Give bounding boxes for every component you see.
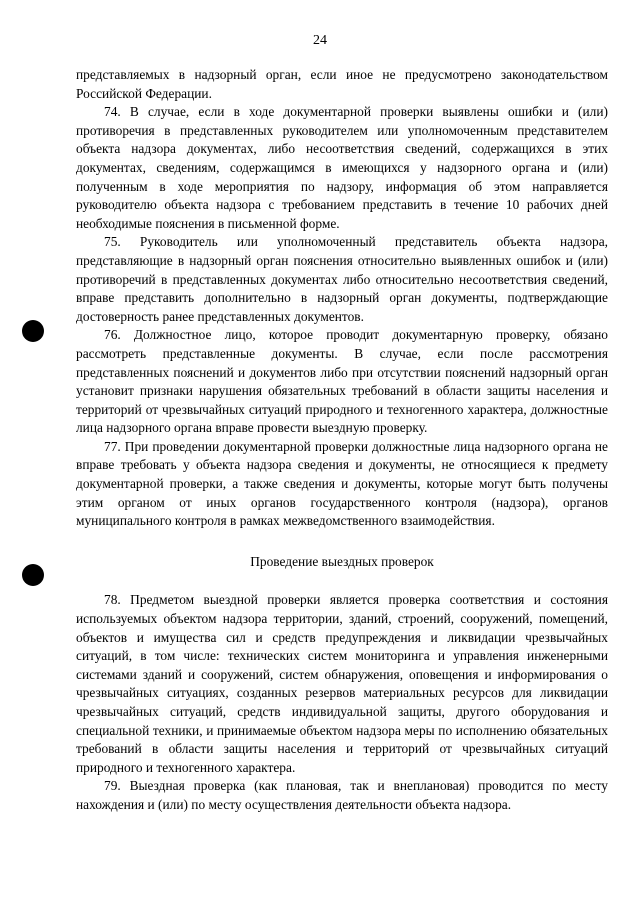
paragraph-78: 78. Предметом выездной проверки является проверка соответствия и состояния используемых объектом надзора территории, зданий, строений, сооружений, помещений, объектов и имущества сил и средств предупреждения и ликвидации чрезвычайных ситуаций, в том числе: технических систем мониторинга и управления инженерными системами зданий и сооружений, систем обнаружения, оповещения и информирования о чрезвычайных ситуациях, созданных резервов материальных ресурсов для ликвидации чрезвычайных ситуаций, средств индивидуальной защиты, другого оборудования и специальной техники, и принимаемые объектом надзора меры по исполнению обязательных требований в области защиты населения и территорий от чрезвычайных ситуаций природного и техногенного характера.: [76, 592, 608, 775]
paragraph-76: 76. Должностное лицо, которое проводит документарную проверку, обязано рассмотреть представленные документы. В случае, если после рассмотрения представленных пояснений и документов либо при отсутствии пояснений надзорный орган установит признаки нарушения обязательных требований в области защиты населения и территорий от чрезвычайных ситуаций природного и техногенного характера, должностные лица надзорного органа вправе провести выездную проверку.: [76, 327, 608, 436]
punch-hole-mark: [22, 320, 44, 342]
document-body: [76, 66, 608, 815]
section-heading: Проведение выездных проверок: [250, 553, 434, 569]
paragraph-74: 74. В случае, если в ходе документарной проверки выявлены ошибки и (или) противоречия в представленных руководителем или уполномоченным представителем объекта надзора документах, либо несоответствия сведений, содержащихся в этих документах, сведениям, содержащимся в имеющихся у надзорного органа и (или) полученным в ходе мероприятия по надзору, информация об этом направляется руководителю объекта надзора с требованием представить в течение 10 рабочих дней необходимые пояснения в письменной форме.: [76, 104, 608, 231]
paragraph-77: 77. При проведении документарной проверки должностные лица надзорного органа не вправе требовать у объекта надзора сведения и документы, не относящиеся к предмету документарной проверки, а также сведения и документы, которые могут быть получены этим органом от иных органов государственного контроля (надзора), органов муниципального контроля в рамках межведомственного взаимодействия.: [76, 438, 608, 529]
paragraph-continuation: представляемых в надзорный орган, если иное не предусмотрено законодательством Российской Федерации.: [76, 67, 608, 101]
page-number: 24: [313, 33, 327, 48]
paragraph-75: 75. Руководитель или уполномоченный представитель объекта надзора, представляющие в надзорный орган пояснения относительно выявленных ошибок и (или) противоречий в представленных документах либо относительно несоответствия сведений, вправе представить дополнительно в надзорный орган документы, подтверждающие достоверность ранее представленных документов.: [76, 234, 608, 324]
punch-hole-mark: [22, 564, 44, 586]
paragraph-79: 79. Выездная проверка (как плановая, так и внеплановая) проводится по месту нахождения и (или) по месту осуществления деятельности объекта надзора.: [76, 778, 608, 812]
